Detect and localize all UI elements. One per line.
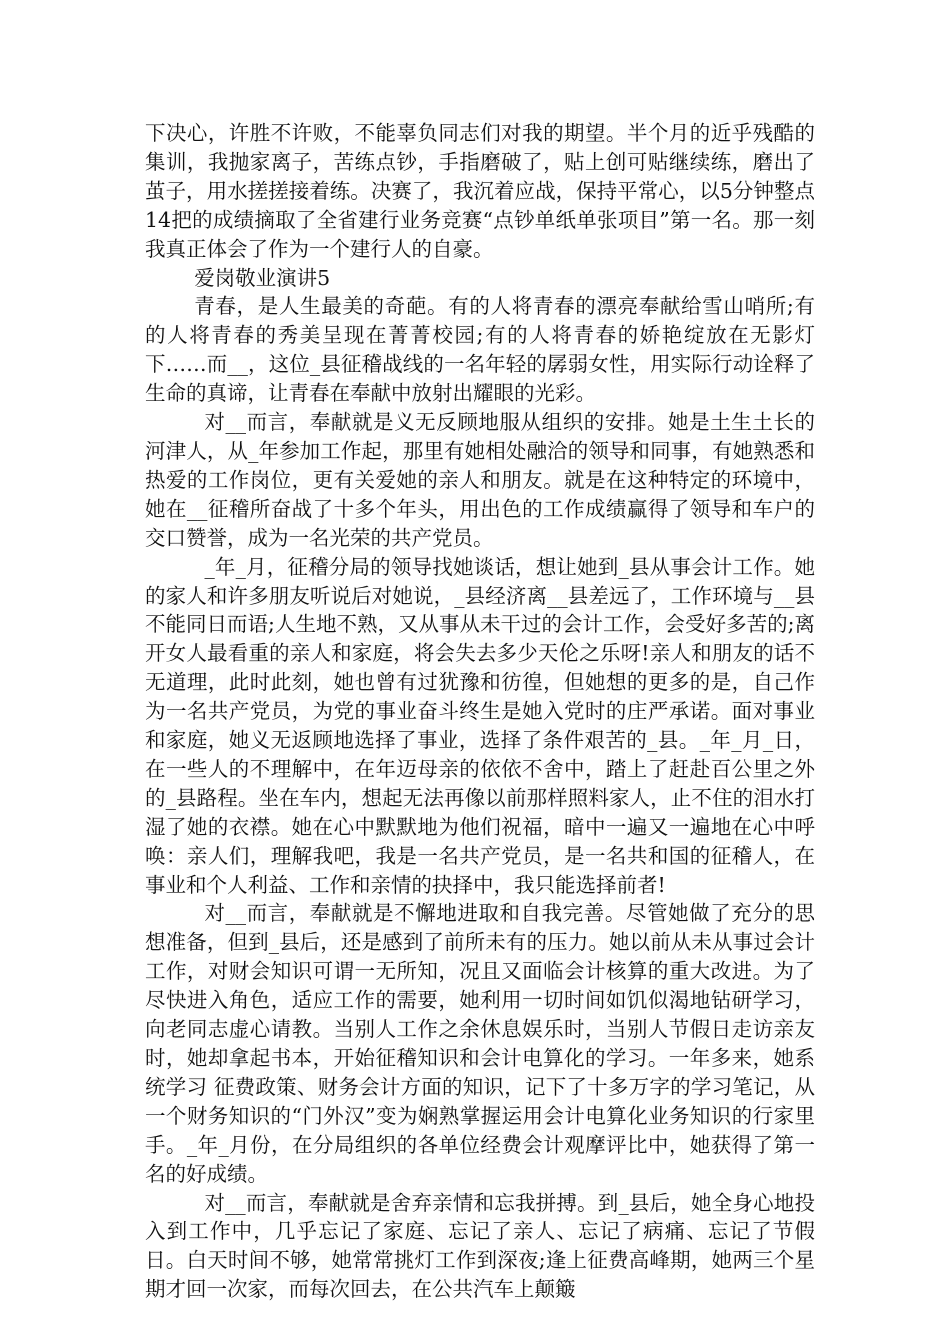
body-paragraph: _年_月，征稽分局的领导找她谈话，想让她到_县从事会计工作。她的家人和许多朋友听说后对她说，_县经济离__县差远了，工作环境与__县不能同日而语;人生地不熟，又从事从未干过的会计工作，会受好多苦的;离开女人最看重的亲人和家庭，将会失去多少天伦之乐呀!亲人和朋友的话不无道理，此时此刻，她也曾有过犹豫和彷徨，但她想的更多的是，自己作为一名共产党员，为党的事业奋斗终生是她入党时的庄严承诺。面对事业和家庭，她义无返顾地选择了事业，选择了条件艰苦的_县。_年_月_日，在一些人的不理解中，在年迈母亲的依依不舍中，踏上了赶赴百公里之外的_县路程。坐在车内，想起无法再像以前那样照料家人，止不住的泪水打湿了她的衣襟。她在心中默默地为他们祝福，暗中一遍又一遍地在心中呼唤：亲人们，理解我吧，我是一名共产党员，是一名共和国的征稽人，在事业和个人利益、工作和亲情的抉择中，我只能选择前者! <box>145 554 815 897</box>
body-paragraph: 对__而言，奉献就是舍弃亲情和忘我拼搏。到_县后，她全身心地投入到工作中，几乎忘记了家庭、忘记了亲人、忘记了病痛、忘记了节假日。白天时间不够，她常常挑灯工作到深夜;逢上征费高峰期，她两三个星期才回一次家，而每次回去，在公共汽车上颠簸 <box>145 1190 815 1302</box>
body-paragraph: 对__而言，奉献就是义无反顾地服从组织的安排。她是土生土长的河津人，从_年参加工作起，那里有她相处融洽的领导和同事，有她熟悉和热爱的工作岗位，更有关爱她的亲人和朋友。就是在这种特定的环境中，她在__征稽所奋战了十多个年头，用出色的工作成绩赢得了领导和车户的交口赞誉，成为一名光荣的共产党员。 <box>145 410 815 550</box>
section-title: 爱岗敬业演讲5 <box>194 265 331 290</box>
continuation-paragraph: 下决心，许胜不许败，不能辜负同志们对我的期望。半个月的近乎残酷的集训，我抛家离子，苦练点钞，手指磨破了，贴上创可贴继续练，磨出了茧子，用水搓搓接着练。决赛了，我沉着应战，保持平常心，以5分钟整点14把的成绩摘取了全省建行业务竞赛“点钞单纸单张项目”第一名。那一刻我真正体会了作为一个建行人的自豪。 <box>145 121 815 261</box>
body-paragraph: 对__而言，奉献就是不懈地进取和自我完善。尽管她做了充分的思想准备，但到_县后，还是感到了前所未有的压力。她以前从未从事过会计工作，对财会知识可谓一无所知，况且又面临会计核算的重大改进。为了尽快进入角色，适应工作的需要，她利用一切时间如饥似渴地钻研学习，向老同志虚心请教。当别人工作之余休息娱乐时，当别人节假日走访亲友时，她却拿起书本，开始征稽知识和会计电算化的学习。一年多来，她系统学习 征费政策、财务会计方面的知识，记下了十多万字的学习笔记，从一个财务知识的“门外汉”变为娴熟掌握运用会计电算化业务知识的行家里手。_年_月份，在分局组织的各单位经费会计观摩评比中，她获得了第一名的好成绩。 <box>145 901 815 1186</box>
document-page <box>145 119 815 1304</box>
body-paragraph: 青春，是人生最美的奇葩。有的人将青春的漂亮奉献给雪山哨所;有的人将青春的秀美呈现在菁菁校园;有的人将青春的娇艳绽放在无影灯下……而__，这位_县征稽战线的一名年轻的孱弱女性，用实际行动诠释了生命的真谛，让青春在奉献中放射出耀眼的光彩。 <box>145 294 815 406</box>
